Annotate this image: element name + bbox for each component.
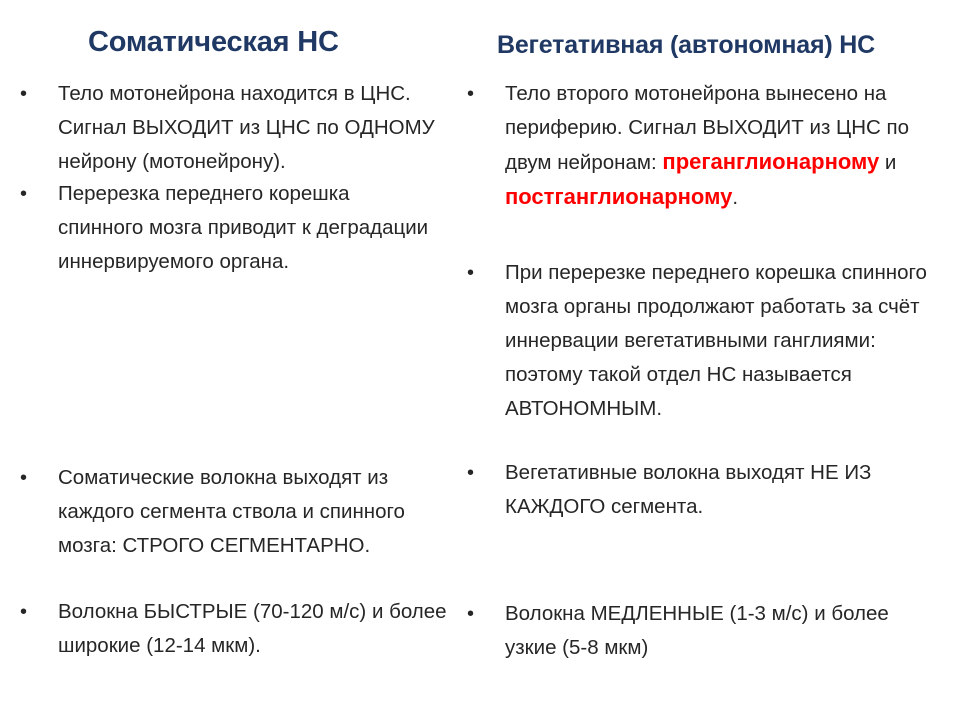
left-bullet-3 [20, 461, 456, 563]
right-bullet-1-text [505, 77, 935, 215]
left-bullet-4 [20, 595, 456, 663]
right-column-title: Вегетативная (автономная) НС [497, 31, 875, 59]
postganglionic-highlight: постганглионарному [505, 184, 733, 209]
bullet-dot-icon: • [467, 603, 475, 625]
left-bullet-2 [20, 177, 438, 279]
bullet-dot-icon: • [467, 262, 475, 284]
right-bullet-1 [467, 77, 935, 215]
right-bullet-4 [467, 597, 895, 665]
right-bullet-2-text: При перерезке переднего корешка спинного мозга органы продолжают работать за счёт иннервации вегетативными ганглиями: поэтому такой отдел НС называется АВТОНОМНЫМ. [505, 261, 927, 420]
preganglionic-highlight: преганглионарному [662, 149, 880, 174]
right-bullet-1-connector: и [879, 151, 897, 174]
right-bullet-1-text-start: Тело второго мотонейрона вынесено на периферию. Сигнал ВЫХОДИТ из ЦНС по двум нейронам: [505, 82, 910, 174]
bullet-dot-icon: • [467, 462, 475, 484]
left-column-title: Соматическая НС [88, 26, 339, 58]
right-bullet-1-text-end: . [732, 186, 739, 209]
right-bullet-3 [467, 456, 930, 524]
bullet-dot-icon: • [467, 83, 475, 105]
right-bullet-2 [467, 256, 930, 426]
right-bullet-4-text: Волокна МЕДЛЕННЫЕ (1-3 м/с) и более узкие (5-8 мкм) [505, 602, 889, 659]
bullet-dot-icon: • [20, 183, 28, 205]
bullet-dot-icon: • [20, 83, 28, 105]
left-bullet-1-text: Тело мотонейрона находится в ЦНС. Сигнал ВЫХОДИТ из ЦНС по ОДНОМУ нейрону (мотонейрону). [58, 82, 435, 173]
left-bullet-4-text: Волокна БЫСТРЫЕ (70-120 м/с) и более широкие (12-14 мкм). [58, 600, 447, 657]
left-bullet-3-text: Соматические волокна выходят из каждого сегмента ствола и спинного мозга: СТРОГО СЕГМЕНТАРНО. [58, 466, 405, 557]
left-bullet-2-text: Перерезка переднего корешка спинного мозга приводит к деградации иннервируемого органа. [58, 182, 429, 273]
left-bullet-1 [20, 77, 458, 179]
bullet-dot-icon: • [20, 467, 28, 489]
right-bullet-3-text: Вегетативные волокна выходят НЕ ИЗ КАЖДОГО сегмента. [505, 461, 872, 518]
bullet-dot-icon: • [20, 601, 28, 623]
